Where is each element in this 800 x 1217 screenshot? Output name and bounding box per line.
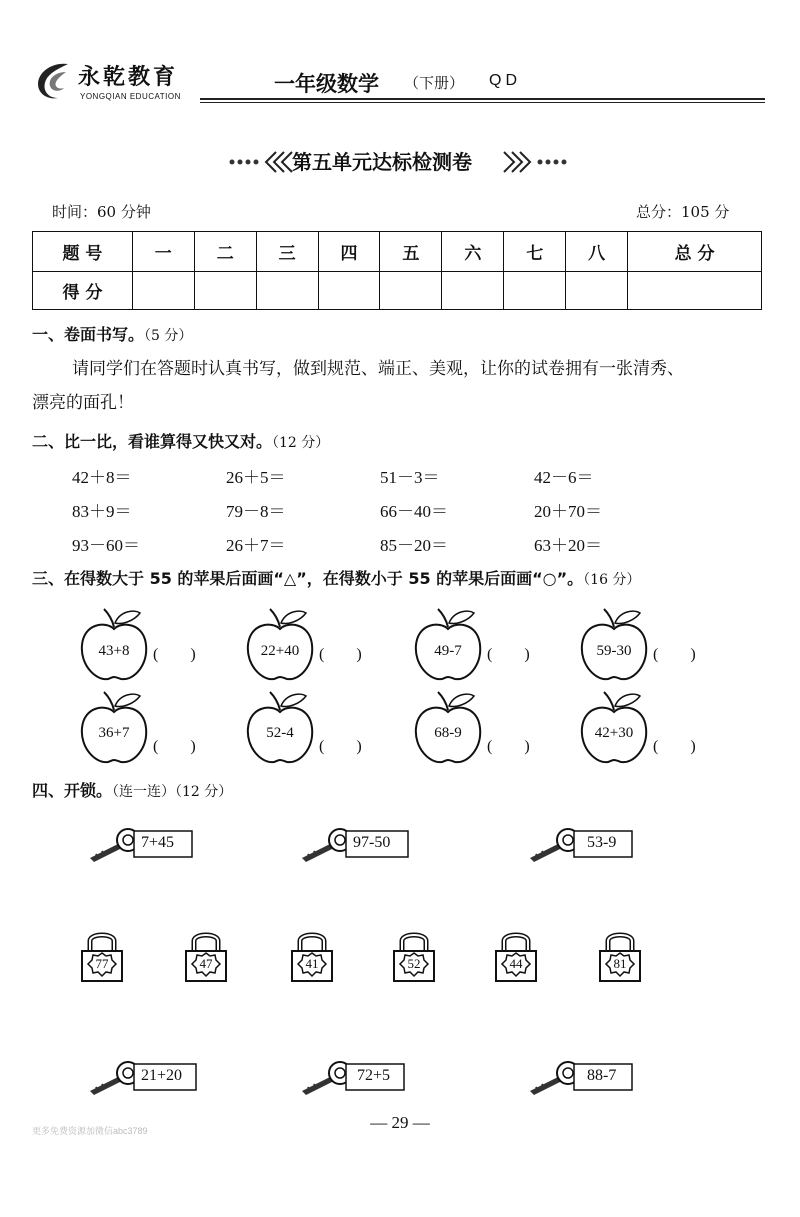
question-title-text: 三、在得数大于 55 的苹果后面画“△”，在得数小于 55 的苹果后面画“○”。 — [32, 569, 584, 588]
calc-item: 20＋70＝ — [534, 502, 602, 521]
question-points: （12 分） — [272, 435, 330, 451]
question-title-text: 四、开锁。 — [32, 781, 113, 800]
table-cell: 五 — [380, 232, 442, 272]
apple-expression: 43+8 — [98, 643, 130, 659]
answer-parentheses[interactable]: ( ) — [319, 738, 362, 755]
apple-expression: 52-4 — [266, 725, 294, 741]
question-2-title — [32, 429, 329, 452]
unit-title-banner — [0, 142, 800, 182]
table-cell: 八 — [566, 232, 628, 272]
exam-total-score: 总分：105 分 — [636, 203, 730, 221]
apple-expression: 68-9 — [434, 725, 462, 741]
table-cell: 六 — [442, 232, 504, 272]
header-rule — [200, 98, 765, 100]
table-cell: 二 — [194, 232, 256, 272]
table-cell: 七 — [504, 232, 566, 272]
table-cell: 一 — [132, 232, 194, 272]
score-table-header-row — [33, 232, 762, 272]
calc-item: 66－40＝ — [380, 502, 448, 521]
left-ornament-icon — [226, 150, 296, 174]
brand-name-en: YONGQIAN EDUCATION — [80, 92, 181, 101]
lock-number: 47 — [199, 956, 213, 971]
key-icon[interactable] — [528, 1059, 636, 1099]
brand-name: 永乾教育 — [78, 64, 179, 90]
page-number: — 29 — — [370, 1113, 430, 1132]
key-expression: 72+5 — [357, 1067, 391, 1084]
apple-expression: 42+30 — [594, 725, 634, 741]
book-title: 一年级数学 — [274, 72, 379, 96]
book-edition: QD — [489, 72, 521, 89]
question-1-text-line2: 漂亮的面孔！ — [32, 393, 134, 413]
calc-item: 42－6＝ — [534, 468, 594, 487]
apple-expression: 22+40 — [260, 643, 300, 659]
score-input-cell[interactable] — [318, 272, 380, 310]
lock-number: 41 — [305, 956, 319, 971]
calc-item: 63＋20＝ — [534, 536, 602, 555]
score-input-cell[interactable] — [628, 272, 762, 310]
question-3-title — [32, 566, 640, 589]
score-input-cell[interactable] — [566, 272, 628, 310]
question-4-title — [32, 778, 232, 801]
apple-expression: 36+7 — [98, 725, 130, 741]
calc-item: 83＋9＝ — [72, 502, 132, 521]
answer-parentheses[interactable]: ( ) — [653, 738, 696, 755]
answer-parentheses[interactable]: ( ) — [319, 646, 362, 663]
answer-parentheses[interactable]: ( ) — [653, 646, 696, 663]
score-table-score-row — [33, 272, 762, 310]
question-1-text-line1: 请同学们在答题时认真书写，做到规范、端正、美观，让你的试卷拥有一张清秀、 — [72, 359, 684, 379]
calc-item: 51－3＝ — [380, 468, 440, 487]
calc-item: 93－60＝ — [72, 536, 140, 555]
answer-parentheses[interactable]: ( ) — [487, 646, 530, 663]
question-points: （5 分） — [144, 328, 193, 344]
question-title-text: 一、卷面书写。 — [32, 325, 145, 344]
key-expression: 53-9 — [587, 834, 617, 851]
calc-item: 79－8＝ — [226, 502, 286, 521]
score-input-cell[interactable] — [256, 272, 318, 310]
unit-title: 第五单元达标检测卷 — [292, 150, 472, 174]
book-volume: （下册） — [404, 74, 465, 92]
key-icon[interactable] — [300, 1059, 408, 1099]
brand-logo-icon — [30, 58, 76, 104]
header-rule-thin — [200, 102, 765, 103]
answer-parentheses[interactable]: ( ) — [487, 738, 530, 755]
score-input-cell[interactable] — [194, 272, 256, 310]
lock-number: 81 — [613, 956, 627, 971]
score-input-cell[interactable] — [504, 272, 566, 310]
score-input-cell[interactable] — [380, 272, 442, 310]
question-title-text: 二、比一比，看谁算得又快又对。 — [32, 432, 273, 451]
exam-time: 时间：60 分钟 — [52, 203, 151, 221]
calc-item: 42＋8＝ — [72, 468, 132, 487]
score-table — [32, 231, 762, 310]
answer-parentheses[interactable]: ( ) — [153, 646, 196, 663]
table-cell: 得 分 — [33, 272, 133, 310]
score-input-cell[interactable] — [442, 272, 504, 310]
calc-item: 26＋5＝ — [226, 468, 286, 487]
key-expression: 7+45 — [141, 834, 175, 851]
lock-number: 77 — [95, 956, 109, 971]
key-expression: 21+20 — [141, 1067, 183, 1084]
question-points: （连一连）（12 分） — [112, 784, 233, 800]
key-icon[interactable] — [528, 826, 636, 866]
lock-number: 52 — [407, 956, 421, 971]
watermark-text: 更多免费资源加微信abc3789 — [32, 1126, 148, 1136]
table-cell: 题 号 — [33, 232, 133, 272]
table-cell: 四 — [318, 232, 380, 272]
table-cell: 总 分 — [628, 232, 762, 272]
calc-item: 85－20＝ — [380, 536, 448, 555]
key-expression: 88-7 — [587, 1067, 617, 1084]
apple-expression: 59-30 — [596, 643, 632, 659]
key-expression: 97-50 — [353, 834, 391, 851]
right-ornament-icon — [500, 150, 570, 174]
lock-number: 44 — [509, 956, 523, 971]
question-points: （16 分） — [583, 572, 641, 588]
answer-parentheses[interactable]: ( ) — [153, 738, 196, 755]
apple-expression: 49-7 — [434, 643, 462, 659]
table-cell: 三 — [256, 232, 318, 272]
question-1-title — [32, 322, 192, 345]
calc-item: 26＋7＝ — [226, 536, 286, 555]
score-input-cell[interactable] — [132, 272, 194, 310]
